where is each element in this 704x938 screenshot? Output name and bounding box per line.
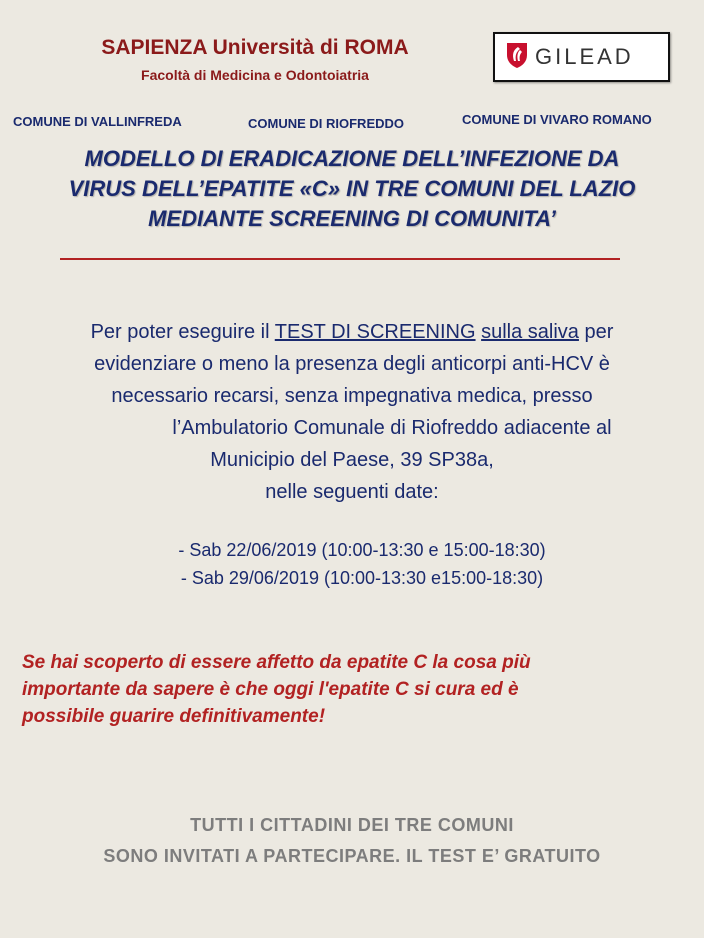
comune-vivaro-romano: COMUNE DI VIVARO ROMANO <box>462 112 652 127</box>
university-name: SAPIENZA Università di ROMA <box>101 36 409 59</box>
body-line-6: nelle seguenti date: <box>265 481 439 503</box>
footer-line-2: SONO INVITATI A PARTECIPARE. IL TEST E’ GRATUITO <box>103 846 601 866</box>
body-line-1 <box>0 321 704 344</box>
title-line-2: VIRUS DELL’EPATITE «C» IN TRE COMUNI DEL LAZIO <box>68 176 636 201</box>
notice-line-1: Se hai scoperto di essere affetto da epatite C la cosa più <box>22 652 531 673</box>
gilead-logo <box>493 32 670 82</box>
body-line-1-pre: Per poter eseguire il <box>90 321 275 343</box>
gilead-logo-text: GILEAD <box>535 44 634 69</box>
title-line-3: MEDIANTE SCREENING DI COMUNITA’ <box>148 206 556 231</box>
body-line-2: evidenziare o meno la presenza degli anticorpi anti-HCV è <box>94 353 610 375</box>
notice-line-3: possibile guarire definitivamente! <box>22 706 326 727</box>
notice-line-2: importante da sapere è che oggi l'epatite C si cura ed è <box>22 679 519 700</box>
gilead-logo-icon <box>505 41 529 74</box>
test-screening-underlined: TEST DI SCREENING <box>274 321 476 343</box>
body-line-3: necessario recarsi, senza impegnativa medica, presso <box>111 385 593 407</box>
comune-riofreddo: COMUNE DI RIOFREDDO <box>248 116 404 131</box>
sulla-saliva-underlined: sulla saliva <box>481 321 579 343</box>
title-divider <box>60 258 620 260</box>
date-item: - Sab 22/06/2019 (10:00-13:30 e 15:00-18:30) <box>178 540 546 560</box>
date-item: - Sab 29/06/2019 (10:00-13:30 e15:00-18:30) <box>180 568 544 588</box>
faculty-name: Facoltà di Medicina e Odontoiatria <box>141 67 369 83</box>
body-line-5: Municipio del Paese, 39 SP38a, <box>210 449 494 471</box>
footer-line-1: TUTTI I CITTADINI DEI TRE COMUNI <box>190 815 514 835</box>
body-line-1-post: per <box>578 321 614 343</box>
title-line-1: MODELLO DI ERADICAZIONE DELL’INFEZIONE DA <box>84 146 620 171</box>
comune-vallinfreda: COMUNE DI VALLINFREDA <box>13 114 182 129</box>
body-line-4: l’Ambulatorio Comunale di Riofreddo adiacente al <box>172 417 612 439</box>
